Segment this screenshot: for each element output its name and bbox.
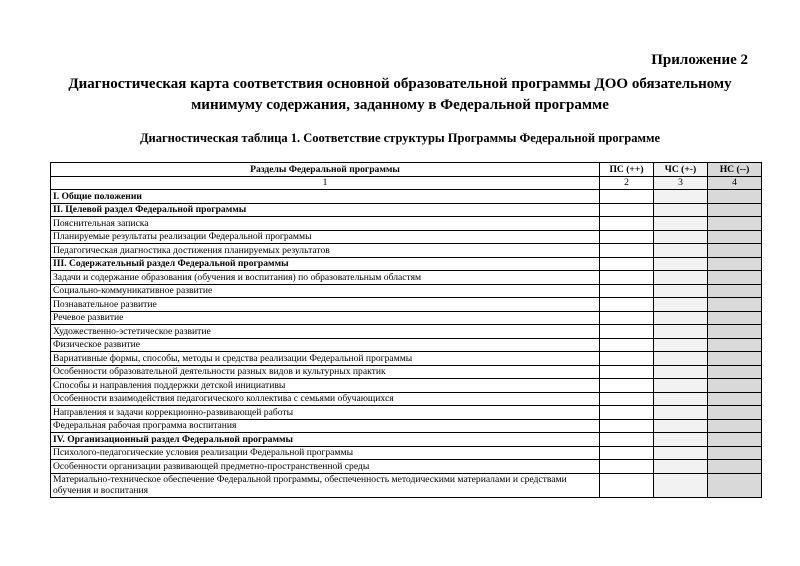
ps-cell[interactable] — [600, 392, 654, 406]
row-label: III. Содержательный раздел Федеральной программы — [51, 257, 600, 271]
table-row — [51, 338, 762, 352]
ps-cell[interactable] — [600, 473, 654, 497]
header-ps: ПС (++) — [600, 163, 654, 177]
column-number-4: 4 — [708, 176, 762, 190]
table-row — [51, 365, 762, 379]
chs-cell[interactable] — [654, 379, 708, 393]
ns-cell[interactable] — [708, 379, 762, 393]
row-label: Педагогическая диагностика достижения планируемых результатов — [51, 244, 600, 258]
chs-cell[interactable] — [654, 311, 708, 325]
ns-cell[interactable] — [708, 433, 762, 447]
ns-cell[interactable] — [708, 257, 762, 271]
ps-cell[interactable] — [600, 352, 654, 366]
row-label: Планируемые результаты реализации Федеральной программы — [51, 230, 600, 244]
row-label: IV. Организационный раздел Федеральной программы — [51, 433, 600, 447]
row-label: Особенности образовательной деятельности разных видов и культурных практик — [51, 365, 600, 379]
ns-cell[interactable] — [708, 284, 762, 298]
chs-cell[interactable] — [654, 190, 708, 204]
ps-cell[interactable] — [600, 284, 654, 298]
document-title — [40, 74, 760, 116]
appendix-label: Приложение 2 — [651, 52, 748, 68]
row-label: Психолого-педагогические условия реализации Федеральной программы — [51, 446, 600, 460]
row-label: Задачи и содержание образования (обучения и воспитания) по образовательным областям — [51, 271, 600, 285]
ns-cell[interactable] — [708, 311, 762, 325]
ns-cell[interactable] — [708, 325, 762, 339]
chs-cell[interactable] — [654, 338, 708, 352]
row-label: Особенности организации развивающей предметно-пространственной среды — [51, 460, 600, 474]
table-caption: Диагностическая таблица 1. Соответствие структуры Программы Федеральной программе — [139, 131, 661, 145]
chs-cell[interactable] — [654, 446, 708, 460]
chs-cell[interactable] — [654, 257, 708, 271]
ps-cell[interactable] — [600, 257, 654, 271]
table-row — [51, 244, 762, 258]
chs-cell[interactable] — [654, 244, 708, 258]
table-row — [51, 460, 762, 474]
ps-cell[interactable] — [600, 230, 654, 244]
ps-cell[interactable] — [600, 217, 654, 231]
ns-cell[interactable] — [708, 446, 762, 460]
ns-cell[interactable] — [708, 298, 762, 312]
chs-cell[interactable] — [654, 230, 708, 244]
header-ns: НС (--) — [708, 163, 762, 177]
ps-cell[interactable] — [600, 338, 654, 352]
row-label: Социально-коммуникативное развитие — [51, 284, 600, 298]
ps-cell[interactable] — [600, 433, 654, 447]
ps-cell[interactable] — [600, 460, 654, 474]
column-number-1: 1 — [51, 176, 600, 190]
row-label: Материально-техническое обеспечение Федеральной программы, обеспеченность методическими материалами и средствами обучения и воспитания — [51, 473, 600, 497]
ns-cell[interactable] — [708, 217, 762, 231]
row-label: Физическое развитие — [51, 338, 600, 352]
column-number-3: 3 — [654, 176, 708, 190]
ps-cell[interactable] — [600, 190, 654, 204]
ns-cell[interactable] — [708, 460, 762, 474]
chs-cell[interactable] — [654, 392, 708, 406]
row-label: Речевое развитие — [51, 311, 600, 325]
row-label: Направления и задачи коррекционно-развивающей работы — [51, 406, 600, 420]
header-chs: ЧС (+-) — [654, 163, 708, 177]
chs-cell[interactable] — [654, 271, 708, 285]
table-row — [51, 271, 762, 285]
table-row — [51, 473, 762, 497]
ns-cell[interactable] — [708, 190, 762, 204]
ps-cell[interactable] — [600, 419, 654, 433]
chs-cell[interactable] — [654, 217, 708, 231]
table-row — [51, 419, 762, 433]
table-row — [51, 298, 762, 312]
ns-cell[interactable] — [708, 406, 762, 420]
section-row — [51, 203, 762, 217]
table-body — [51, 190, 762, 498]
ps-cell[interactable] — [600, 365, 654, 379]
section-row — [51, 190, 762, 204]
section-row — [51, 257, 762, 271]
ns-cell[interactable] — [708, 338, 762, 352]
table-row — [51, 284, 762, 298]
chs-cell[interactable] — [654, 406, 708, 420]
title-line-2: минимуму содержания, заданному в Федеральной программе — [191, 97, 609, 113]
row-label: Федеральная рабочая программа воспитания — [51, 419, 600, 433]
table-row — [51, 217, 762, 231]
ns-cell[interactable] — [708, 473, 762, 497]
ns-cell[interactable] — [708, 419, 762, 433]
title-line-1: Диагностическая карта соответствия основной образовательной программы ДОО обязательному — [68, 76, 732, 92]
row-label: Пояснительная записка — [51, 217, 600, 231]
table-row — [51, 379, 762, 393]
ns-cell[interactable] — [708, 352, 762, 366]
table-row — [51, 325, 762, 339]
table-row — [51, 392, 762, 406]
ps-cell[interactable] — [600, 271, 654, 285]
ns-cell[interactable] — [708, 230, 762, 244]
ps-cell[interactable] — [600, 298, 654, 312]
ps-cell[interactable] — [600, 406, 654, 420]
ps-cell[interactable] — [600, 325, 654, 339]
ps-cell[interactable] — [600, 203, 654, 217]
table-row — [51, 311, 762, 325]
header-row — [51, 163, 762, 177]
ps-cell[interactable] — [600, 446, 654, 460]
ns-cell[interactable] — [708, 392, 762, 406]
section-row — [51, 433, 762, 447]
chs-cell[interactable] — [654, 203, 708, 217]
chs-cell[interactable] — [654, 284, 708, 298]
chs-cell[interactable] — [654, 352, 708, 366]
row-label: Особенности взаимодействия педагогического коллектива с семьями обучающихся — [51, 392, 600, 406]
table-row — [51, 230, 762, 244]
chs-cell[interactable] — [654, 298, 708, 312]
chs-cell[interactable] — [654, 433, 708, 447]
ns-cell[interactable] — [708, 203, 762, 217]
chs-cell[interactable] — [654, 473, 708, 497]
ns-cell[interactable] — [708, 365, 762, 379]
row-label: Вариативные формы, способы, методы и средства реализации Федеральной программы — [51, 352, 600, 366]
ps-cell[interactable] — [600, 311, 654, 325]
table-row — [51, 406, 762, 420]
column-number-2: 2 — [600, 176, 654, 190]
row-label: Познавательное развитие — [51, 298, 600, 312]
table-row — [51, 446, 762, 460]
header-sections: Разделы Федеральной программы — [51, 163, 600, 177]
row-label: Способы и направления поддержки детской инициативы — [51, 379, 600, 393]
diagnostic-table — [50, 162, 762, 498]
table-row — [51, 352, 762, 366]
row-label: I. Общие положении — [51, 190, 600, 204]
ps-cell[interactable] — [600, 379, 654, 393]
column-number-row — [51, 176, 762, 190]
chs-cell[interactable] — [654, 325, 708, 339]
ps-cell[interactable] — [600, 244, 654, 258]
row-label: Художественно-эстетическое развитие — [51, 325, 600, 339]
chs-cell[interactable] — [654, 419, 708, 433]
row-label: II. Целевой раздел Федеральной программы — [51, 203, 600, 217]
ns-cell[interactable] — [708, 271, 762, 285]
chs-cell[interactable] — [654, 460, 708, 474]
chs-cell[interactable] — [654, 365, 708, 379]
ns-cell[interactable] — [708, 244, 762, 258]
